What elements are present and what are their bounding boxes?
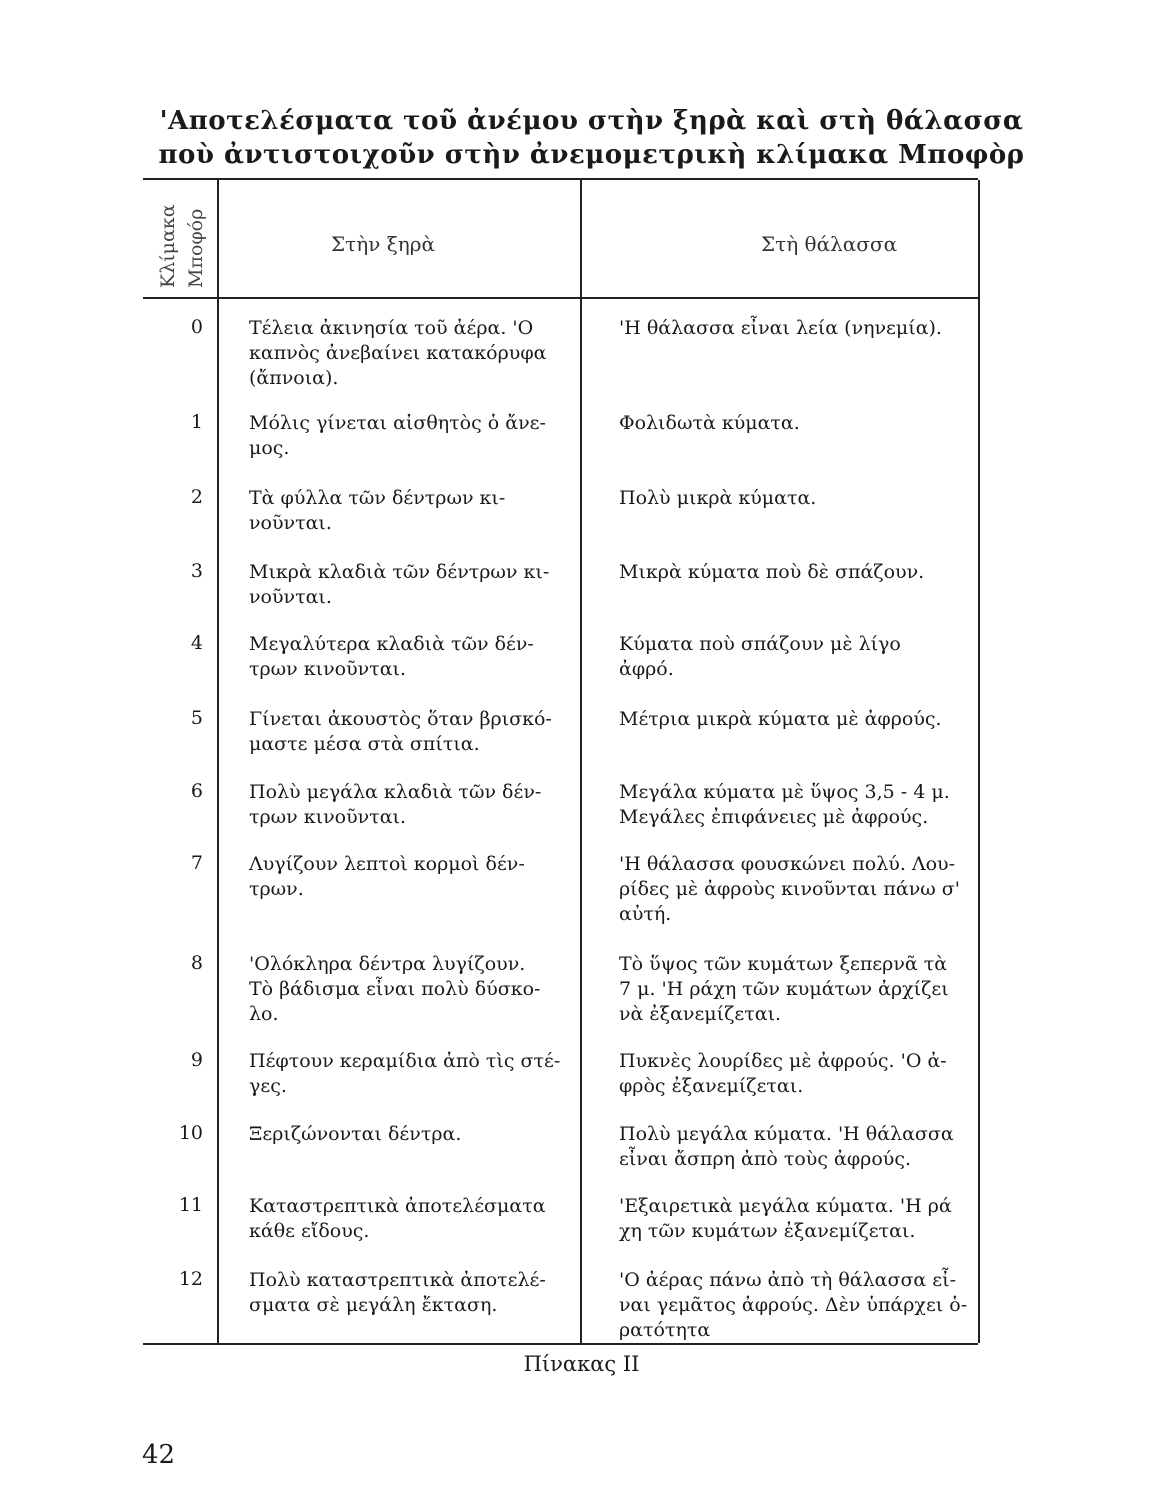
scale-column-header xyxy=(153,192,213,292)
land-effect: Μικρὰ κλαδιὰ τῶν δέντρων κι- νοῦνται. xyxy=(249,561,550,608)
beaufort-number: 8 xyxy=(190,952,203,974)
table-title-line-1: 'Αποτελέσματα τοῦ ἀνέμου στὴν ξηρὰ καὶ στὴ θάλασσα xyxy=(159,106,1024,136)
land-effect: 'Ολόκληρα δέντρα λυγίζουν. Τὸ βάδισμα εἶναι πολὺ δύσκο- λο. xyxy=(249,953,541,1025)
land-effect: Πέφτουν κεραμίδια ἀπὸ τὶς στέ- γες. xyxy=(249,1050,561,1097)
column-divider xyxy=(217,180,219,1343)
sea-effect: 'Η θάλασσα φουσκώνει πολύ. Λου- ρίδες μὲ ἀφροὺς κινοῦνται πάνω σ' αὐτή. xyxy=(619,853,960,925)
beaufort-number: 5 xyxy=(190,707,203,729)
sea-effect: Μέτρια μικρὰ κύματα μὲ ἀφρούς. xyxy=(619,708,942,730)
scale-header-line-1: Κλίμακα xyxy=(157,204,179,288)
sea-effect: Πολὺ μεγάλα κύματα. 'Η θάλασσα εἶναι ἄσπρη ἀπὸ τοὺς ἀφρούς. xyxy=(619,1123,954,1170)
land-effect: Πολὺ καταστρεπτικὰ ἀποτελέ- σματα σὲ μεγάλη ἔκταση. xyxy=(249,1269,546,1316)
column-divider xyxy=(580,180,582,1343)
sea-column-header: Στὴ θάλασσα xyxy=(761,232,898,256)
sea-effect: 'Εξαιρετικὰ μεγάλα κύματα. 'Η ρά χη τῶν κυμάτων ἐξανεμίζεται. xyxy=(619,1195,952,1242)
land-effect: Μόλις γίνεται αἰσθητὸς ὁ ἄνε- μος. xyxy=(249,412,546,459)
page-number: 42 xyxy=(142,1440,176,1470)
scale-header-line-2: Μποφόρ xyxy=(185,208,207,288)
beaufort-table xyxy=(143,178,978,1345)
sea-effect: Πυκνὲς λουρίδες μὲ ἀφρούς. 'Ο ἀ- φρὸς ἐξανεμίζεται. xyxy=(619,1050,947,1097)
sea-effect: Κύματα ποὺ σπάζουν μὲ λίγο ἀφρό. xyxy=(619,633,901,680)
sea-effect: Τὸ ὕψος τῶν κυμάτων ξεπερνᾶ τὰ 7 μ. 'Η ράχη τῶν κυμάτων ἀρχίζει νὰ ἐξανεμίζεται. xyxy=(619,953,949,1025)
sea-effect: Φολιδωτὰ κύματα. xyxy=(619,412,800,434)
table-title-line-2: ποὺ ἀντιστοιχοῦν στὴν ἀνεμομετρικὴ κλίμακα Μποφὸρ xyxy=(158,140,1025,170)
beaufort-number: 0 xyxy=(190,316,203,338)
land-effect: Μεγαλύτερα κλαδιὰ τῶν δέν- τρων κινοῦνται. xyxy=(249,633,534,680)
land-effect: Ξεριζώνονται δέντρα. xyxy=(249,1123,462,1145)
table-caption: Πίνακας ΙΙ xyxy=(523,1352,640,1376)
header-divider xyxy=(143,297,978,299)
beaufort-number: 11 xyxy=(178,1194,203,1216)
land-effect: Τὰ φύλλα τῶν δέντρων κι- νοῦνται. xyxy=(249,487,506,534)
sea-effect: 'Ο ἀέρας πάνω ἀπὸ τὴ θάλασσα εἶ- ναι γεμᾶτος ἀφρούς. Δὲν ὑπάρχει ὁ- ρατότητα xyxy=(619,1269,968,1341)
beaufort-number: 1 xyxy=(190,411,203,433)
sea-effect: 'Η θάλασσα εἶναι λεία (νηνεμία). xyxy=(619,317,942,339)
beaufort-number: 2 xyxy=(190,486,203,508)
land-effect: Καταστρεπτικὰ ἀποτελέσματα κάθε εἴδους. xyxy=(249,1195,546,1242)
beaufort-number: 12 xyxy=(178,1268,203,1290)
sea-effect: Μικρὰ κύματα ποὺ δὲ σπάζουν. xyxy=(619,561,925,583)
table-right-border xyxy=(978,180,980,1343)
beaufort-number: 10 xyxy=(178,1122,203,1144)
land-column-header: Στὴν ξηρὰ xyxy=(331,232,435,256)
land-effect: Γίνεται ἀκουστὸς ὅταν βρισκό- μαστε μέσα στὰ σπίτια. xyxy=(249,708,552,755)
sea-effect: Πολὺ μικρὰ κύματα. xyxy=(619,487,817,509)
beaufort-number: 6 xyxy=(190,780,203,802)
land-effect: Τέλεια ἀκινησία τοῦ ἀέρα. 'Ο καπνὸς ἀνεβαίνει κατακόρυφα (ἄπνοια). xyxy=(249,317,547,389)
beaufort-number: 4 xyxy=(190,632,203,654)
beaufort-number: 7 xyxy=(190,852,203,874)
beaufort-number: 9 xyxy=(190,1049,203,1071)
sea-effect: Μεγάλα κύματα μὲ ὕψος 3,5 - 4 μ. Μεγάλες ἐπιφάνειες μὲ ἀφρούς. xyxy=(619,781,950,828)
land-effect: Λυγίζουν λεπτοὶ κορμοὶ δέν- τρων. xyxy=(249,853,525,900)
land-effect: Πολὺ μεγάλα κλαδιὰ τῶν δέν- τρων κινοῦνται. xyxy=(249,781,542,828)
beaufort-number: 3 xyxy=(190,560,203,582)
